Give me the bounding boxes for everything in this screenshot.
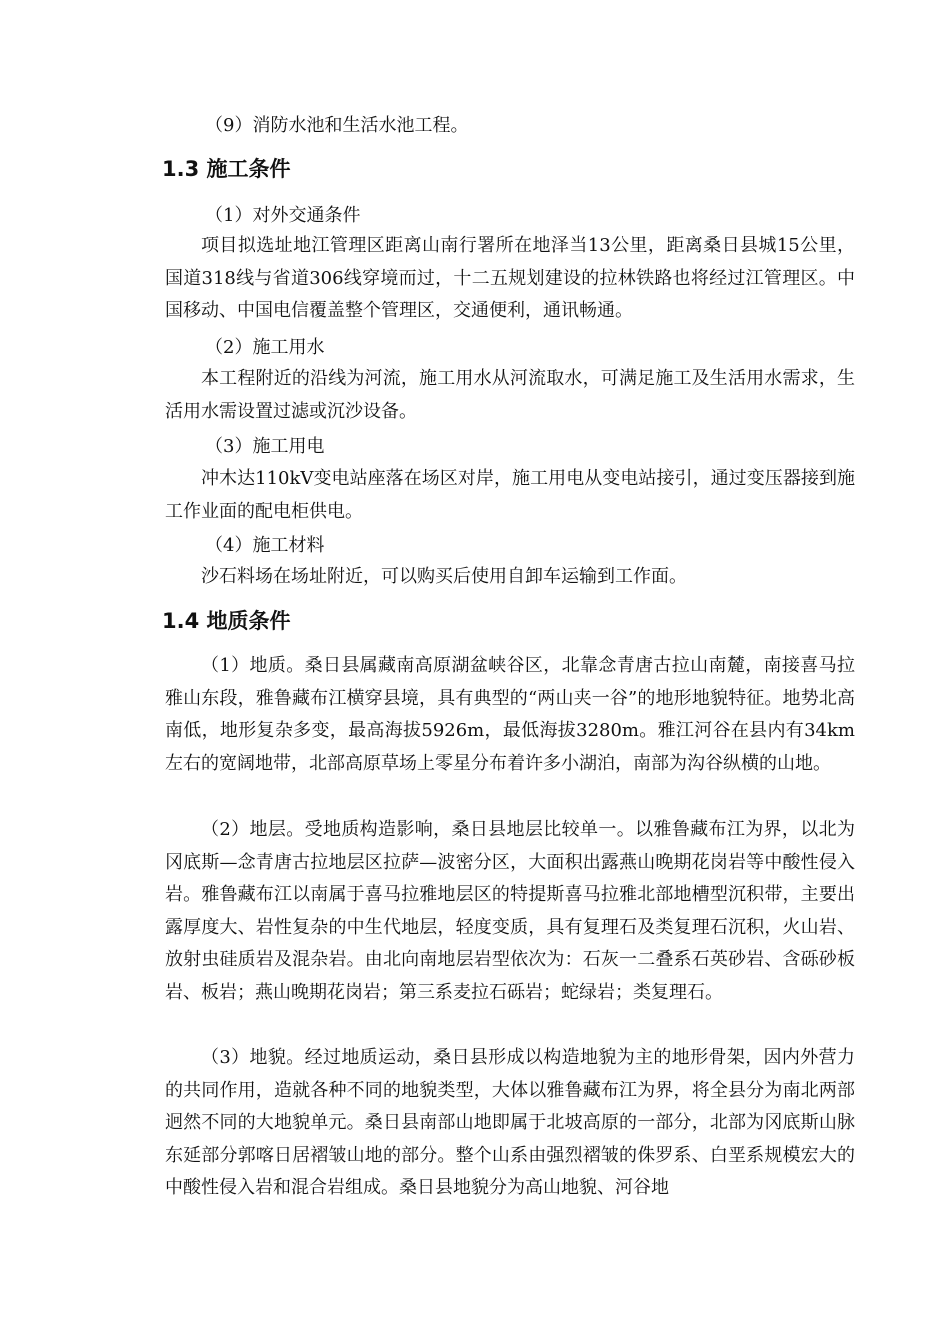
paragraph-geology: （1）地质。桑日县属藏南高原湖盆峡谷区，北靠念青唐古拉山南麓，南接喜马拉雅山东段，雅鲁藏布江横穿县境，具有典型的“两山夹一谷”的地形地貌特征。地势北高南低，地形复杂多变，最高海拔5926m，最低海拔3280m。雅江河谷在县内有34km左右的宽阔地带，北部高原草场上零星分布着许多小湖泊，南部为沟谷纵横的山地。 <box>165 655 855 774</box>
section-heading-geological-conditions: 1.4 地质条件 <box>162 609 291 633</box>
subheading-construction-power: （3）施工用电 <box>205 436 325 457</box>
paragraph-strata: （2）地层。受地质构造影响，桑日县地层比较单一。以雅鲁藏布江为界，以北为冈底斯—念青唐古拉地层区拉萨—波密分区，大面积出露燕山晚期花岗岩等中酸性侵入岩。雅鲁藏布江以南属于喜马拉雅地层区的特提斯喜马拉雅北部地槽型沉积带，主要出露厚度大、岩性复杂的中生代地层，轻度变质，具有复理石及类复理石沉积，火山岩、放射虫硅质岩及混杂岩。由北向南地层岩型依次为：石灰一二叠系石英砂岩、含砾砂板岩、板岩；燕山晚期花岗岩；第三系麦拉石砾岩；蛇绿岩；类复理石。 <box>165 819 855 1003</box>
paragraph-construction-materials: 沙石料场在场址附近，可以购买后使用自卸车运输到工作面。 <box>201 566 687 587</box>
subheading-construction-water: （2）施工用水 <box>205 337 325 358</box>
paragraph-external-traffic: 项目拟选址地江管理区距离山南行署所在地泽当13公里，距离桑日县城15公里，国道318线与省道306线穿境而过，十二五规划建设的拉林铁路也将经过江管理区。中国移动、中国电信覆盖整个管理区，交通便利，通讯畅通。 <box>165 235 855 321</box>
subheading-external-traffic: （1）对外交通条件 <box>205 205 361 226</box>
subheading-construction-materials: （4）施工材料 <box>205 535 325 556</box>
paragraph-landform: （3）地貌。经过地质运动，桑日县形成以构造地貌为主的地形骨架，因内外营力的共同作用，造就各种不同的地貌类型，大体以雅鲁藏布江为界，将全县分为南北两部迥然不同的大地貌单元。桑日县南部山地即属于北坡高原的一部分，北部为冈底斯山脉东延部分郭喀日居褶皱山地的部分。整个山系由强烈褶皱的侏罗系、白垩系规模宏大的中酸性侵入岩和混合岩组成。桑日县地貌分为高山地貌、河谷地 <box>165 1047 855 1198</box>
list-item-fire-water-pool: （9）消防水池和生活水池工程。 <box>205 115 469 136</box>
section-heading-construction-conditions: 1.3 施工条件 <box>162 157 291 181</box>
paragraph-construction-power: 冲木达110kV变电站座落在场区对岸，施工用电从变电站接引，通过变压器接到施工作业面的配电柜供电。 <box>165 468 855 522</box>
paragraph-construction-water: 本工程附近的沿线为河流，施工用水从河流取水，可满足施工及生活用水需求，生活用水需设置过滤或沉沙设备。 <box>165 368 855 422</box>
